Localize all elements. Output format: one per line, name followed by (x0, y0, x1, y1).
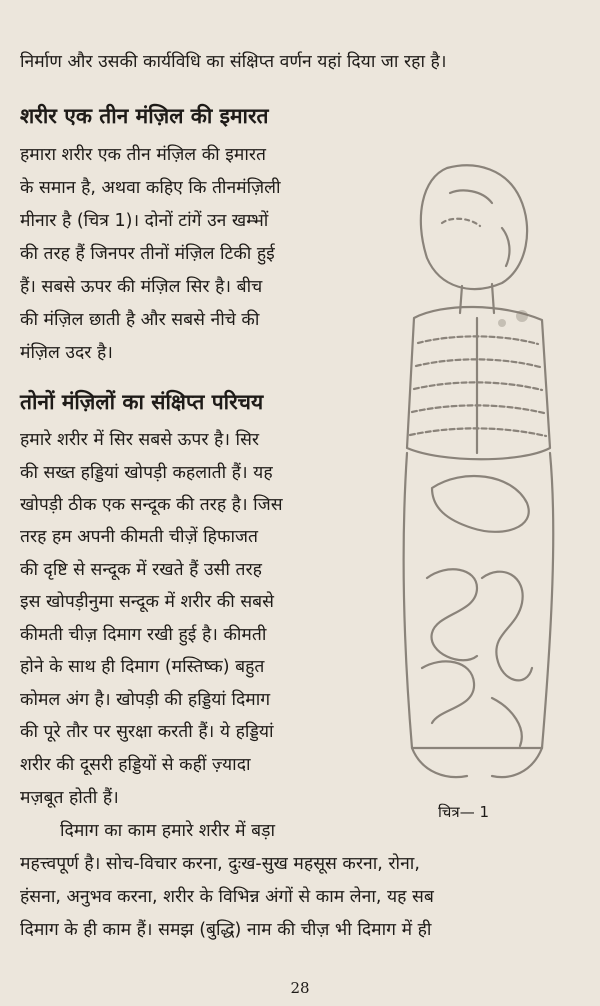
paragraph2-line: हंसना, अनुभव करना, शरीर के विभिन्न अंगों से काम लेना, यह सब (20, 887, 434, 907)
section2-line: खोपड़ी ठीक एक सन्दूक की तरह है। जिस (20, 495, 283, 515)
page-number: 28 (290, 979, 310, 997)
section1-line: मंज़िल उदर है। (20, 343, 113, 363)
intro-line: निर्माण और उसकी कार्यविधि का संक्षिप्त वर्णन यहां दिया जा रहा है। (20, 52, 447, 72)
section1-line: मीनार है (चित्र 1)। दोनों टांगें उन खम्भों (20, 211, 269, 231)
section2-line: मज़बूत होती हैं। (20, 788, 119, 808)
section2-line: हमारे शरीर में सिर सबसे ऊपर है। सिर (20, 430, 260, 450)
section2-line: की पूरे तौर पर सुरक्षा करती हैं। ये हड्डियां (20, 722, 274, 742)
section2-line: तरह हम अपनी कीमती चीज़ें हिफाजत (20, 527, 258, 547)
section1-line: हैं। सबसे ऊपर की मंज़िल सिर है। बीच (20, 277, 263, 297)
section1-line: की तरह हैं जिनपर तीनों मंज़िल टिकी हुई (20, 244, 275, 264)
section2-line: इस खोपड़ीनुमा सन्दूक में शरीर की सबसे (20, 592, 274, 612)
paragraph2-line: दिमाग के ही काम हैं। समझ (बुद्धि) नाम की चीज़ भी दिमाग में ही (20, 920, 432, 940)
section2-line: होने के साथ ही दिमाग (मस्तिष्क) बहुत (20, 657, 265, 677)
figure-caption: चित्र— 1 (438, 803, 490, 821)
section1-line: के समान है, अथवा कहिए कि तीनमंज़िली (20, 178, 281, 198)
body-figure-illustration (352, 108, 592, 798)
section2-line: कीमती चीज़ दिमाग रखी हुई है। कीमती (20, 625, 267, 645)
section1-heading: शरीर एक तीन मंज़िल की इमारत (20, 104, 269, 128)
paragraph2-line: महत्त्वपूर्ण है। सोच-विचार करना, दुःख-सुख महसूस करना, रोना, (20, 854, 420, 874)
section2-line: की सख्त हड्डियां खोपड़ी कहलाती हैं। यह (20, 463, 273, 483)
section2-heading: तोनों मंज़िलों का संक्षिप्त परिचय (20, 390, 264, 414)
section2-line: कोमल अंग है। खोपड़ी की हड्डियां दिमाग (20, 690, 271, 710)
section2-line: की दृष्टि से सन्दूक में रखते हैं उसी तरह (20, 560, 262, 580)
paragraph2-line: दिमाग का काम हमारे शरीर में बड़ा (60, 821, 276, 841)
section1-line: की मंज़िल छाती है और सबसे नीचे की (20, 310, 260, 330)
section2-line: शरीर की दूसरी हड्डियों से कहीं ज़्यादा (20, 755, 251, 775)
section1-line: हमारा शरीर एक तीन मंज़िल की इमारत (20, 145, 266, 165)
